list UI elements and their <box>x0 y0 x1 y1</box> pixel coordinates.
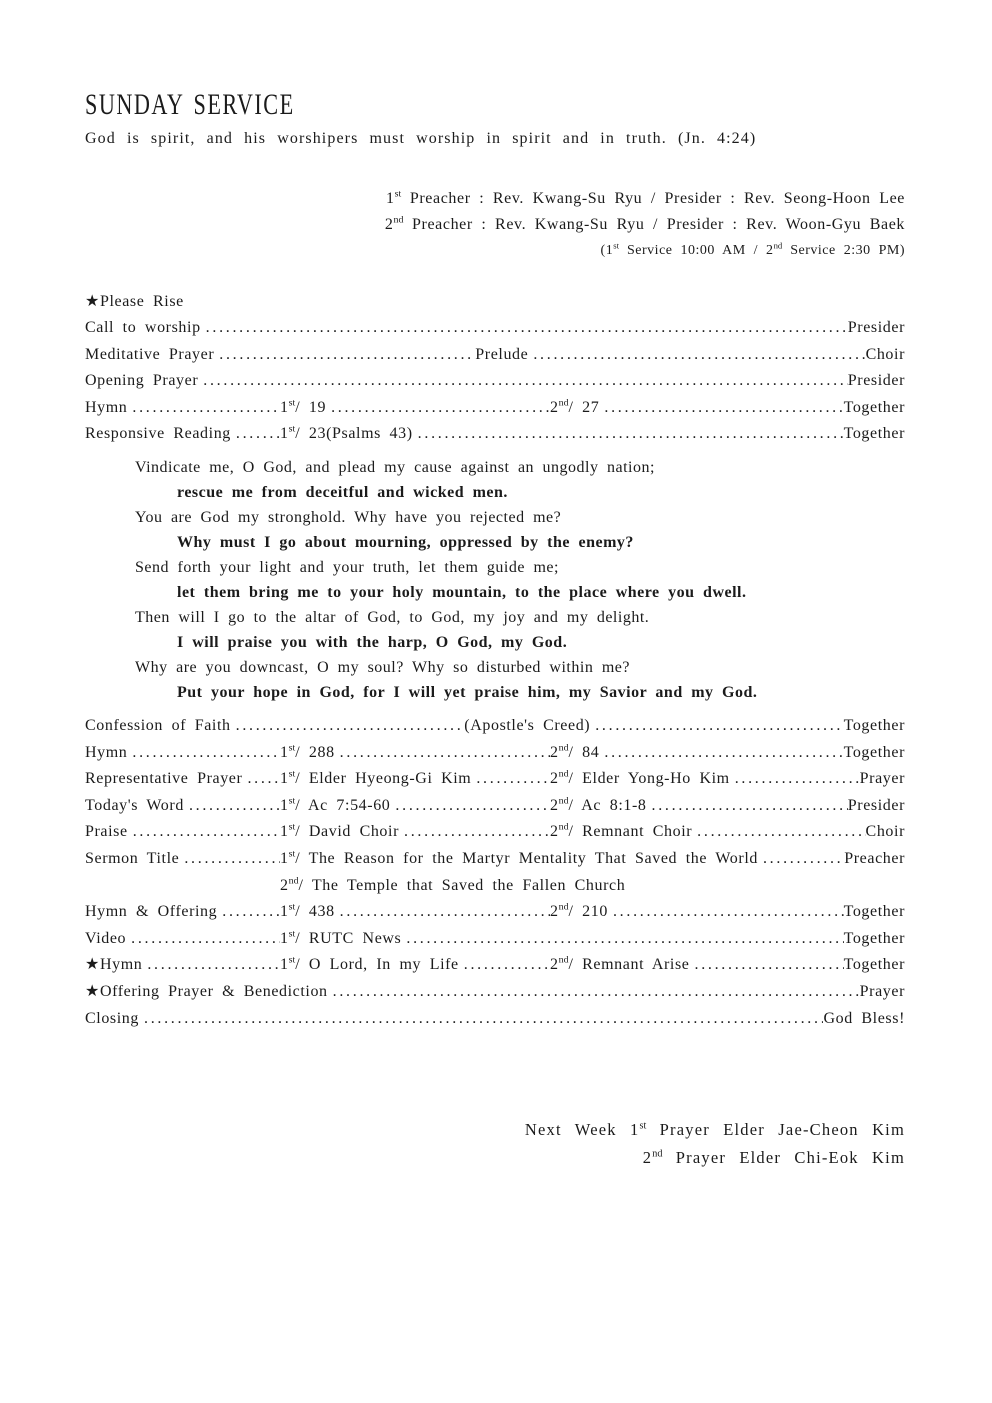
order-first-col <box>280 952 550 979</box>
dot-leader <box>390 793 550 820</box>
order-lead <box>85 819 280 846</box>
order-lead <box>85 899 280 926</box>
dot-leader <box>184 793 280 820</box>
order-col <box>280 846 844 873</box>
order-role: Together <box>843 956 905 974</box>
dot-leader <box>599 395 843 422</box>
order-row <box>85 899 905 926</box>
order-entry: (Apostle's Creed) <box>464 716 591 734</box>
order-second-col <box>550 766 860 793</box>
order-row <box>85 421 905 448</box>
order-role: Together <box>843 398 905 416</box>
order-col <box>464 713 843 740</box>
order-label: Video <box>85 929 127 947</box>
order-row <box>85 766 905 793</box>
order-lead <box>85 368 848 395</box>
order-role: God Bless! <box>823 1009 905 1027</box>
order-first-col <box>280 819 550 846</box>
dot-leader <box>459 952 550 979</box>
reading-line: I will praise you with the harp, O God, my God. <box>177 633 568 651</box>
dot-leader <box>139 1006 823 1033</box>
order-first-col <box>280 766 550 793</box>
order-lead <box>85 740 280 767</box>
order-row <box>85 979 905 1006</box>
order-entry: 1st/ 19 <box>280 397 327 416</box>
dot-leader <box>328 979 860 1006</box>
reading-line: Why are you downcast, O my soul? Why so disturbed within me? <box>135 658 630 676</box>
dot-leader <box>647 793 848 820</box>
bulletin-page <box>85 90 905 1171</box>
reading-line: rescue me from deceitful and wicked men. <box>177 483 508 501</box>
order-role: Together <box>843 716 905 734</box>
order-entry: 2nd/ Elder Yong-Ho Kim <box>550 768 730 788</box>
dot-leader <box>608 899 844 926</box>
dot-leader <box>471 766 550 793</box>
order-label: Meditative Prayer <box>85 345 215 363</box>
order-entry: 2nd/ Remnant Arise <box>550 954 690 974</box>
dot-leader <box>179 846 280 873</box>
order-col <box>280 421 844 448</box>
service-times: (1st Service 10:00 AM / 2nd Service 2:30 PM) <box>600 240 905 258</box>
next-week-block <box>85 1116 905 1171</box>
order-role: Prayer <box>859 982 905 1000</box>
order-role: Presider <box>847 796 905 814</box>
dot-leader <box>127 395 280 422</box>
order-label: ★Offering Prayer & Benediction <box>85 982 328 1000</box>
preacher-line-second: 2nd Preacher : Rev. Kwang-Su Ryu / Presider : Rev. Woon-Gyu Baek <box>384 214 905 233</box>
reading-line: Send forth your light and your truth, let them guide me; <box>135 558 559 576</box>
order-role: Presider <box>847 372 905 390</box>
order-row <box>85 395 905 422</box>
dot-leader <box>590 713 843 740</box>
order-entry: 1st/ O Lord, In my Life <box>280 954 459 974</box>
dot-leader <box>214 342 475 369</box>
order-first-col <box>280 740 550 767</box>
dot-leader <box>692 819 865 846</box>
order-lead <box>85 1006 823 1033</box>
order-second-col <box>550 395 844 422</box>
order-entry: 2nd/ The Temple that Saved the Fallen Church <box>280 875 626 894</box>
order-role: Prayer <box>859 770 905 788</box>
order-label: Responsive Reading <box>85 425 231 443</box>
order-entry: 1st/ The Reason for the Martyr Mentality That Saved the World <box>280 848 758 867</box>
order-label: ★Hymn <box>85 956 143 974</box>
order-col <box>280 873 905 900</box>
order-label: Confession of Faith <box>85 716 231 734</box>
order-entry: 1st/ 438 <box>280 901 335 921</box>
order-role: Choir <box>865 345 906 363</box>
order-role: Preacher <box>844 849 905 867</box>
order-lead <box>85 342 475 369</box>
preacher-line-first: 1st Preacher : Rev. Kwang-Su Ryu / Presider : Rev. Seong-Hoon Lee <box>386 188 905 207</box>
order-label: Hymn <box>85 743 128 761</box>
dot-leader <box>198 368 848 395</box>
order-entry: 1st/ 23(Psalms 43) <box>280 424 413 443</box>
dot-leader <box>730 766 860 793</box>
order-entry: 1st/ RUTC News <box>280 928 402 947</box>
order-label: Today's Word <box>85 796 184 814</box>
order-row <box>85 952 905 979</box>
order-lead <box>85 315 848 342</box>
order-label: Sermon Title <box>85 849 180 867</box>
order-row <box>85 846 905 873</box>
dot-leader <box>335 899 550 926</box>
dot-leader <box>126 926 280 953</box>
order-lead <box>85 395 280 422</box>
responsive-reading-block <box>85 455 905 705</box>
next-week-line-second: 2nd Prayer Elder Chi-Eok Kim <box>642 1147 905 1167</box>
please-rise-note: ★Please Rise <box>85 293 184 310</box>
order-entry: 2nd/ Ac 8:1-8 <box>550 795 647 814</box>
dot-leader <box>142 952 280 979</box>
order-entry: 1st/ Elder Hyeong-Gi Kim <box>280 768 472 788</box>
order-lead <box>85 421 280 448</box>
dot-leader <box>231 421 280 448</box>
order-row <box>85 873 905 900</box>
order-row <box>85 315 905 342</box>
preacher-block <box>85 186 905 263</box>
order-row <box>85 926 905 953</box>
order-lead <box>85 846 280 873</box>
order-row <box>85 819 905 846</box>
order-label: Call to worship <box>85 319 201 336</box>
order-second-col <box>550 740 844 767</box>
next-week-line-first: Next Week 1st Prayer Elder Jae-Cheon Kim <box>524 1120 905 1140</box>
order-lead <box>85 952 280 979</box>
reading-line: Then will I go to the altar of God, to God, my joy and my delight. <box>135 608 650 626</box>
order-lead <box>85 766 280 793</box>
page-subtitle: God is spirit, and his worshipers must worship in spirit and in truth. (Jn. 4:24) <box>85 130 757 147</box>
order-label: Representative Prayer <box>85 770 243 788</box>
order-second-col <box>550 952 844 979</box>
order-lead <box>85 793 280 820</box>
dot-leader <box>201 315 848 342</box>
order-first-col <box>280 395 550 422</box>
order-label: Hymn & Offering <box>85 903 218 921</box>
dot-leader <box>242 766 280 793</box>
order-second-col <box>550 899 844 926</box>
order-entry: 1st/ David Choir <box>280 822 400 841</box>
order-lead <box>85 926 280 953</box>
order-lead <box>85 979 860 1006</box>
order-label: Opening Prayer <box>85 372 199 390</box>
order-list-bottom <box>85 713 905 1032</box>
dot-leader <box>528 342 865 369</box>
page-title: SUNDAY SERVICE <box>85 88 295 121</box>
order-entry: 2nd/ Remnant Choir <box>550 822 693 841</box>
order-role: Together <box>843 929 905 947</box>
reading-line: You are God my stronghold. Why have you rejected me? <box>135 508 562 526</box>
dot-leader <box>127 740 280 767</box>
order-col <box>475 342 865 369</box>
order-row <box>85 740 905 767</box>
order-second-col <box>550 793 848 820</box>
order-label: Closing <box>85 1009 139 1027</box>
dot-leader <box>217 899 280 926</box>
order-entry: Prelude <box>475 345 529 363</box>
order-row <box>85 1006 905 1033</box>
order-role: Together <box>843 425 905 443</box>
order-role: Choir <box>865 823 905 841</box>
dot-leader <box>758 846 844 873</box>
order-entry: 2nd/ 27 <box>550 397 600 416</box>
dot-leader <box>231 713 465 740</box>
order-list-top <box>85 315 905 448</box>
order-entry: 2nd/ 84 <box>550 742 600 761</box>
dot-leader <box>335 740 550 767</box>
order-row <box>85 713 905 740</box>
order-label: Hymn <box>85 398 128 416</box>
order-role: Together <box>843 743 905 761</box>
reading-line: let them bring me to your holy mountain, to the place where you dwell. <box>177 583 747 601</box>
reading-line: Why must I go about mourning, oppressed by the enemy? <box>177 533 634 551</box>
order-label: Praise <box>85 823 128 841</box>
reading-line: Vindicate me, O God, and plead my cause against an ungodly nation; <box>135 458 655 476</box>
order-col <box>280 926 844 953</box>
order-first-col <box>280 793 550 820</box>
order-entry: 1st/ 288 <box>280 742 335 761</box>
order-role: Together <box>843 903 905 921</box>
order-second-col <box>550 819 866 846</box>
order-row <box>85 342 905 369</box>
order-entry: 1st/ Ac 7:54-60 <box>280 795 391 814</box>
order-row <box>85 368 905 395</box>
dot-leader <box>413 421 844 448</box>
dot-leader <box>599 740 843 767</box>
reading-line: Put your hope in God, for I will yet praise him, my Savior and my God. <box>177 683 758 701</box>
order-role: Presider <box>847 319 905 336</box>
dot-leader <box>128 819 280 846</box>
order-first-col <box>280 899 550 926</box>
dot-leader <box>401 926 843 953</box>
order-row <box>85 793 905 820</box>
dot-leader <box>326 395 550 422</box>
order-lead <box>85 713 464 740</box>
order-entry: 2nd/ 210 <box>550 901 608 921</box>
dot-leader <box>399 819 550 846</box>
dot-leader <box>690 952 844 979</box>
